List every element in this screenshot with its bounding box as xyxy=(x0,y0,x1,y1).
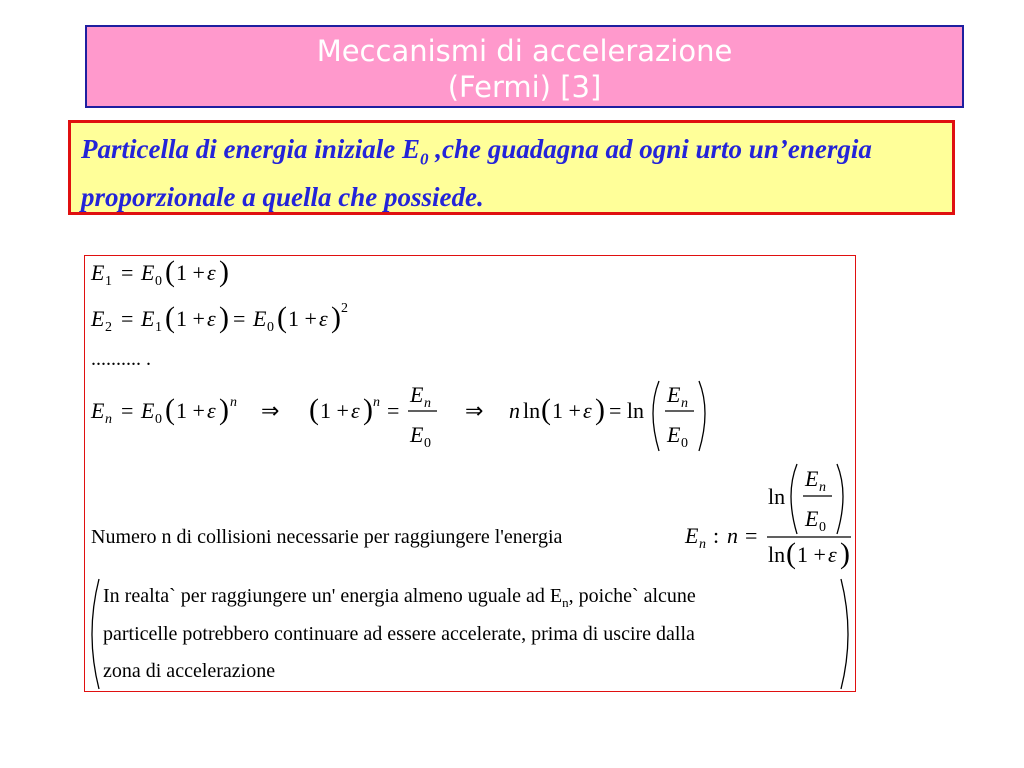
svg-text:1 +: 1 + xyxy=(288,306,317,331)
intro-subscript: 0 xyxy=(420,149,429,169)
svg-text:E: E xyxy=(805,466,819,491)
svg-text:= ln: = ln xyxy=(609,398,645,423)
svg-text:n: n xyxy=(681,396,688,411)
svg-text:ε: ε xyxy=(828,542,837,567)
svg-text:n: n xyxy=(105,412,112,427)
svg-text:ε: ε xyxy=(207,306,216,331)
svg-text:=: = xyxy=(387,398,400,423)
svg-text:E: E xyxy=(667,422,681,447)
svg-text:E: E xyxy=(141,398,155,423)
svg-text:0: 0 xyxy=(267,320,274,335)
svg-text:E: E xyxy=(667,382,681,407)
intro-text-before: Particella di energia iniziale E xyxy=(81,134,420,164)
svg-text:In realta` per raggiungere un' xyxy=(103,585,696,610)
svg-text::: : xyxy=(713,523,720,548)
svg-text:): ) xyxy=(840,537,850,570)
svg-text:=: = xyxy=(121,260,134,285)
svg-text:ε: ε xyxy=(207,398,216,423)
collisions-text: Numero n di collisioni necessarie per raggiungere l'energia xyxy=(91,526,563,548)
svg-text:1 +: 1 + xyxy=(176,398,205,423)
svg-text:⇒: ⇒ xyxy=(261,398,280,423)
svg-text:=: = xyxy=(233,306,246,331)
title-line-1: Meccanismi di accelerazione xyxy=(316,34,733,68)
math-box xyxy=(84,255,856,692)
svg-text:E: E xyxy=(410,422,424,447)
svg-text:0: 0 xyxy=(155,412,162,427)
equation-en xyxy=(90,381,705,451)
svg-text:1 +: 1 + xyxy=(320,398,349,423)
svg-text:n: n xyxy=(819,480,826,495)
equation-e2 xyxy=(90,301,348,335)
svg-text:=: = xyxy=(121,306,134,331)
note-line2: particelle potrebbero continuare ad essere accelerate, prima di uscire dalla xyxy=(103,623,695,645)
svg-text:1: 1 xyxy=(105,274,112,289)
svg-text:ln: ln xyxy=(523,398,541,423)
svg-text:1 +: 1 + xyxy=(797,542,826,567)
svg-text:E: E xyxy=(685,523,699,548)
svg-text:): ) xyxy=(219,393,229,426)
svg-text:n: n xyxy=(727,523,738,548)
svg-text:): ) xyxy=(219,301,229,334)
svg-text:1: 1 xyxy=(155,320,162,335)
svg-text:n: n xyxy=(699,537,706,552)
svg-text:⇒: ⇒ xyxy=(465,398,484,423)
svg-text:=: = xyxy=(745,523,758,548)
svg-text:0: 0 xyxy=(424,436,431,451)
svg-text:=: = xyxy=(121,398,134,423)
equation-dots: .......... . xyxy=(91,348,151,370)
svg-text:): ) xyxy=(363,393,373,426)
equation-note xyxy=(92,579,848,689)
svg-text:ln: ln xyxy=(768,484,786,509)
svg-text:): ) xyxy=(331,301,341,334)
note-line1-end: , poiche` alcune xyxy=(568,585,696,607)
svg-text:(: ( xyxy=(277,301,287,334)
svg-text:2: 2 xyxy=(105,320,112,335)
svg-text:(: ( xyxy=(309,393,319,426)
svg-text:ε: ε xyxy=(351,398,360,423)
svg-text:E: E xyxy=(91,260,105,285)
intro-text xyxy=(81,130,942,216)
svg-text:(: ( xyxy=(165,256,175,288)
svg-text:0: 0 xyxy=(155,274,162,289)
svg-text:ε: ε xyxy=(207,260,216,285)
intro-text-after: ,che guadagna ad ogni urto un’energia proporzionale a quella che possiede. xyxy=(81,134,872,213)
svg-text:n: n xyxy=(509,398,520,423)
svg-text:): ) xyxy=(219,256,229,288)
svg-text:n: n xyxy=(373,395,380,410)
svg-text:E: E xyxy=(91,398,105,423)
note-line1: In realta` per raggiungere un' energia almeno uguale ad E xyxy=(103,585,563,607)
equations-svg xyxy=(85,256,857,693)
title-line-2: (Fermi) [3] xyxy=(447,70,602,104)
svg-text:ln: ln xyxy=(768,542,786,567)
svg-text:ε: ε xyxy=(583,398,592,423)
svg-text:2: 2 xyxy=(341,301,348,316)
svg-text:E: E xyxy=(91,306,105,331)
svg-text:(: ( xyxy=(786,537,796,570)
svg-text:n: n xyxy=(230,395,237,410)
svg-text:ε: ε xyxy=(319,306,328,331)
svg-text:1 +: 1 + xyxy=(176,260,205,285)
note-line3: zona di accelerazione xyxy=(103,660,276,682)
svg-text:(: ( xyxy=(541,393,551,426)
note-line1-sub: n xyxy=(562,595,569,610)
svg-text:0: 0 xyxy=(681,436,688,451)
intro-box xyxy=(68,120,955,215)
svg-text:n: n xyxy=(424,396,431,411)
svg-text:E: E xyxy=(141,260,155,285)
svg-text:0: 0 xyxy=(819,520,826,535)
svg-text:): ) xyxy=(595,393,605,426)
svg-text:E: E xyxy=(410,382,424,407)
svg-text:E: E xyxy=(805,506,819,531)
svg-text:E: E xyxy=(141,306,155,331)
svg-text:1 +: 1 + xyxy=(176,306,205,331)
svg-text:1 +: 1 + xyxy=(552,398,581,423)
svg-text:(: ( xyxy=(165,301,175,334)
svg-text:E: E xyxy=(253,306,267,331)
title-box xyxy=(85,25,964,108)
svg-text:(: ( xyxy=(165,393,175,426)
equation-collisions xyxy=(91,464,851,570)
equation-e1 xyxy=(90,256,229,289)
